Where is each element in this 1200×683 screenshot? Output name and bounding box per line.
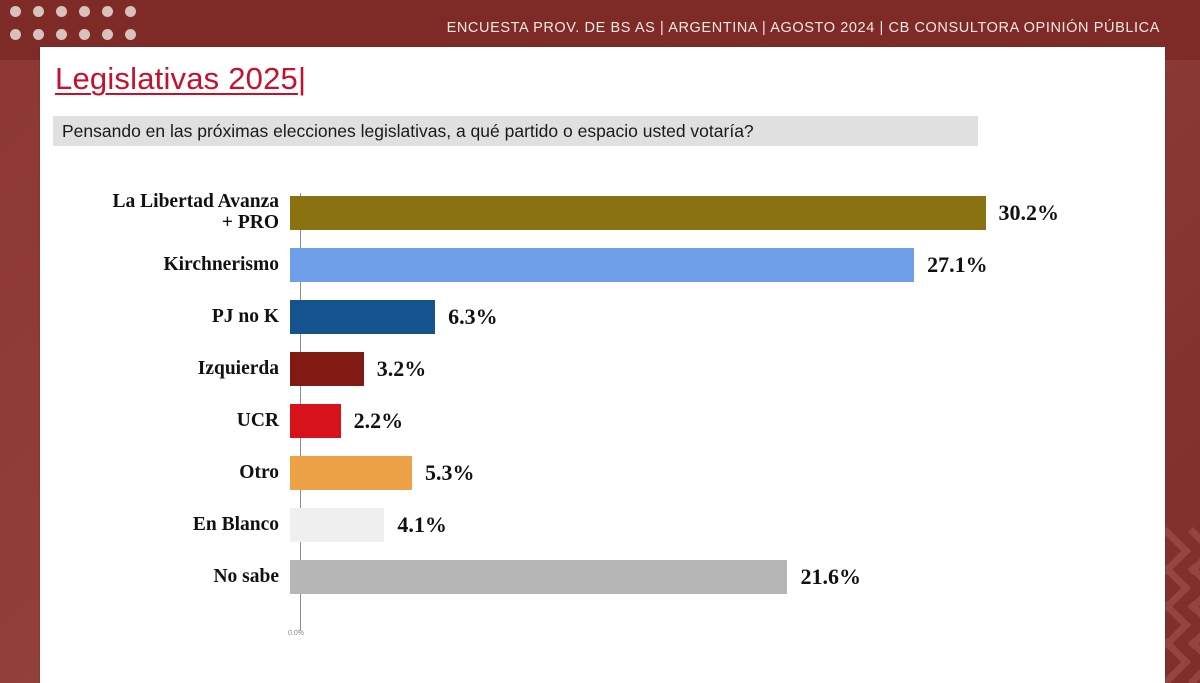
bar-category-label: No sabe <box>213 565 279 587</box>
bar-value-label: 4.1% <box>397 512 447 537</box>
bar-category-label: En Blanco <box>192 513 279 535</box>
chart-bar-row <box>40 187 1165 239</box>
chart-bar-row <box>40 239 1165 291</box>
axis-origin-label: 0.0% <box>288 630 304 637</box>
page-title-separator: | <box>297 61 307 96</box>
bar-track <box>290 499 1165 551</box>
bar-value-label: 21.6% <box>800 564 861 589</box>
chart-bar-row <box>40 447 1165 499</box>
content-card <box>40 47 1165 683</box>
decorative-dot <box>102 29 113 40</box>
chart-bar-row <box>40 343 1165 395</box>
bar-category-label: PJ no K <box>211 305 279 327</box>
bar-track <box>290 447 1165 499</box>
decorative-dot <box>33 29 44 40</box>
decorative-dot <box>125 6 136 17</box>
bar-value-label: 3.2% <box>376 356 427 381</box>
bar-track <box>290 187 1165 239</box>
page-title <box>55 61 306 97</box>
bar-value-label: 6.3% <box>448 304 498 329</box>
bar <box>290 196 986 230</box>
survey-question: Pensando en las próximas elecciones legislativas, a qué partido o espacio usted votaría? <box>53 116 978 146</box>
bar <box>290 248 914 282</box>
bar-value-label: 2.2% <box>353 408 404 433</box>
bar-category-label: UCR <box>236 409 279 431</box>
bar-value-label: 30.2% <box>998 200 1059 225</box>
bar-track <box>290 343 1165 395</box>
bar-category-label: La Libertad Avanza + PRO <box>40 192 290 234</box>
survey-source-header: ENCUESTA PROV. DE BS AS | ARGENTINA | AGOSTO 2024 | CB CONSULTORA OPINIÓN PÚBLICA <box>446 20 1160 36</box>
bar <box>290 560 787 594</box>
bar-value-label: 5.3% <box>425 460 475 485</box>
bar <box>290 456 412 490</box>
chart-bar-row <box>40 551 1165 603</box>
decorative-dot <box>33 6 44 17</box>
bar-track <box>290 395 1165 447</box>
bar-category-label: Kirchnerismo <box>163 253 279 275</box>
decorative-dot <box>10 29 21 40</box>
decorative-dot <box>125 29 136 40</box>
decorative-dots <box>10 6 145 51</box>
bar <box>290 404 341 438</box>
decorative-dot <box>56 29 67 40</box>
page-title-text: Legislativas 2025 <box>55 61 298 96</box>
bar-value-label: 27.1% <box>927 252 988 277</box>
bar-track <box>290 551 1165 603</box>
bar <box>290 352 364 386</box>
bar-track <box>290 291 1165 343</box>
bar-chart <box>40 187 1165 657</box>
bar-category-label: Izquierda <box>197 357 279 379</box>
decorative-dot <box>79 6 90 17</box>
decorative-dot <box>10 6 21 17</box>
chart-bar-row <box>40 291 1165 343</box>
decorative-dot <box>56 6 67 17</box>
bar-track <box>290 239 1165 291</box>
bar-category-label-line2: + PRO <box>221 212 279 233</box>
decorative-dot <box>79 29 90 40</box>
chart-bar-row <box>40 499 1165 551</box>
bar <box>290 508 384 542</box>
decorative-dot <box>102 6 113 17</box>
bar-category-label: Otro <box>239 461 279 483</box>
chart-bar-row <box>40 395 1165 447</box>
bar <box>290 300 435 334</box>
